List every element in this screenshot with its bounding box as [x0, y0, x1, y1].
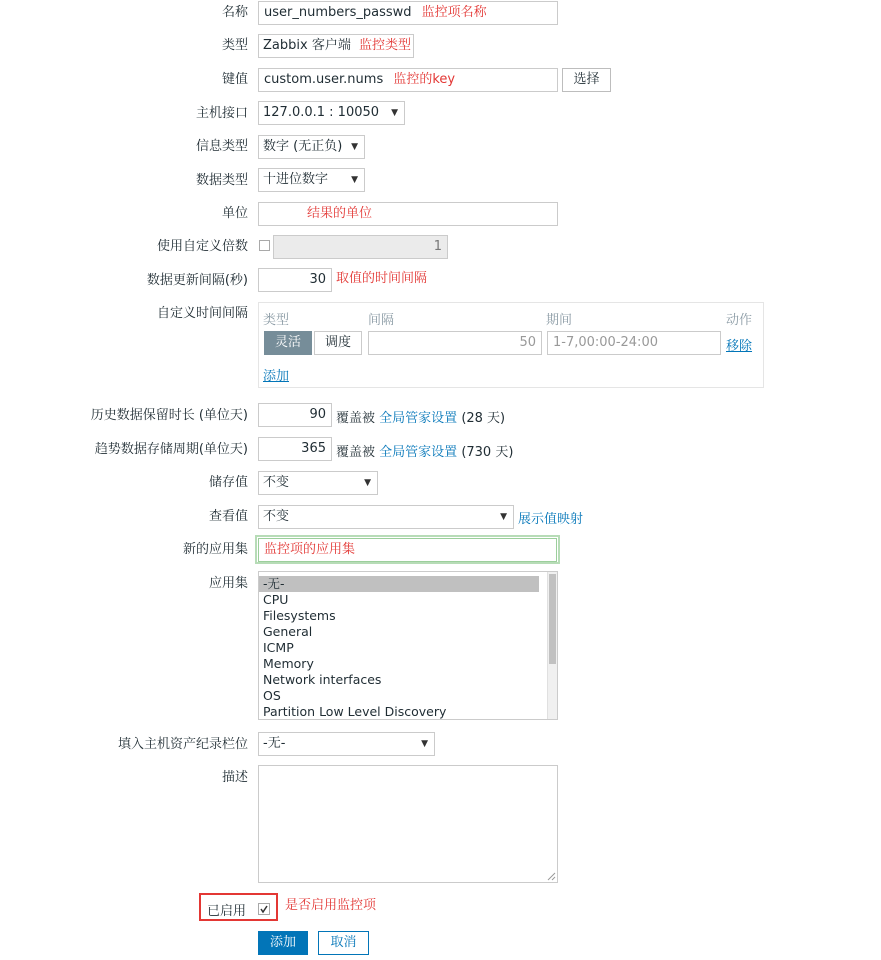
name-label: 名称: [221, 5, 248, 20]
data-type-label: 数据类型: [195, 173, 248, 188]
resize-handle-icon[interactable]: [547, 872, 556, 881]
units-note: 结果的单位: [307, 206, 373, 221]
update-interval-label: 数据更新间隔(秒): [146, 273, 248, 288]
col-period-header: 期间: [546, 313, 573, 328]
applications-listbox[interactable]: [258, 571, 558, 720]
trends-override-prefix: 覆盖被: [336, 445, 376, 460]
trends-input[interactable]: 365: [258, 437, 332, 461]
interface-label: 主机接口: [195, 106, 248, 121]
type-label: 类型: [221, 38, 248, 53]
multiplier-label: 使用自定义倍数: [156, 239, 248, 254]
history-global-settings-link[interactable]: 全局管家设置: [379, 411, 458, 426]
info-type-value: 数字 (无正负): [263, 139, 343, 154]
col-action-header: 动作: [726, 313, 753, 328]
info-type-label: 信息类型: [195, 139, 248, 154]
update-interval-input[interactable]: 30: [258, 268, 332, 292]
chevron-down-icon: ▼: [421, 739, 428, 749]
show-value-value: 不变: [263, 509, 290, 524]
chevron-down-icon: ▼: [351, 142, 358, 152]
description-label: 描述: [221, 770, 248, 785]
interface-value: 127.0.0.1 : 10050: [263, 105, 380, 120]
chevron-down-icon: ▼: [391, 108, 398, 118]
inventory-value: -无-: [263, 736, 286, 751]
history-override-prefix: 覆盖被: [336, 411, 376, 426]
application-option[interactable]: ICMP: [263, 640, 294, 655]
trends-global-settings-link[interactable]: 全局管家设置: [379, 445, 458, 460]
new-application-label: 新的应用集: [182, 542, 248, 557]
remove-link[interactable]: 移除: [726, 339, 753, 354]
description-textarea[interactable]: [258, 765, 558, 883]
store-value-label: 储存值: [208, 475, 248, 490]
application-option[interactable]: CPU: [263, 592, 289, 607]
application-option[interactable]: -无-: [259, 576, 539, 592]
show-value-select[interactable]: [258, 505, 514, 529]
application-option[interactable]: Filesystems: [263, 608, 336, 623]
info-type-select[interactable]: [258, 135, 365, 159]
name-note: 监控项名称: [421, 5, 487, 20]
key-note: 监控的key: [393, 72, 456, 87]
cancel-button[interactable]: 取消: [318, 931, 369, 955]
type-note: 监控类型: [358, 38, 411, 53]
custom-intervals-table: [258, 302, 764, 388]
key-label: 键值: [221, 72, 248, 87]
trends-override-suffix: (730 天): [461, 445, 514, 460]
applications-scrollbar[interactable]: [547, 572, 557, 719]
name-input[interactable]: [258, 1, 558, 25]
trends-override: [336, 441, 513, 460]
scrollbar-thumb[interactable]: [549, 574, 556, 664]
col-type-header: 类型: [263, 313, 290, 328]
history-label: 历史数据保留时长 (单位天): [90, 408, 248, 423]
flexible-toggle[interactable]: 灵活: [264, 331, 312, 355]
chevron-down-icon: ▼: [500, 512, 507, 522]
name-value: user_numbers_passwd: [264, 5, 412, 20]
chevron-down-icon: ▼: [351, 175, 358, 185]
application-option[interactable]: Memory: [263, 656, 314, 671]
update-interval-note: 取值的时间间隔: [336, 271, 428, 286]
data-type-value: 十进位数字: [263, 172, 329, 187]
data-type-select[interactable]: [258, 168, 365, 192]
col-interval-header: 间隔: [368, 313, 395, 328]
key-value: custom.user.nums: [264, 72, 384, 87]
scheduling-toggle[interactable]: 调度: [314, 331, 362, 355]
enabled-note: 是否启用监控项: [285, 898, 377, 913]
type-value: Zabbix 客户端: [263, 38, 351, 53]
add-interval-link[interactable]: 添加: [263, 369, 290, 384]
show-value-label: 查看值: [208, 509, 248, 524]
multiplier-checkbox[interactable]: [259, 240, 270, 251]
units-input[interactable]: [258, 202, 558, 226]
inventory-label: 填入主机资产纪录栏位: [117, 737, 248, 752]
enabled-checkbox[interactable]: [258, 903, 270, 915]
application-option[interactable]: Partition Low Level Discovery: [263, 704, 447, 719]
store-value-select[interactable]: [258, 471, 378, 495]
type-select[interactable]: [258, 34, 414, 58]
select-key-button[interactable]: 选择: [562, 68, 611, 92]
add-button[interactable]: 添加: [258, 931, 308, 955]
chevron-down-icon: ▼: [364, 478, 371, 488]
interface-select[interactable]: [258, 101, 405, 125]
units-label: 单位: [221, 206, 248, 221]
store-value-value: 不变: [263, 475, 290, 490]
new-application-input[interactable]: 监控项的应用集: [258, 538, 557, 562]
enabled-label: 已启用: [207, 904, 247, 919]
key-input[interactable]: [258, 68, 558, 92]
history-input[interactable]: 90: [258, 403, 332, 427]
trends-label: 趋势数据存储周期(单位天): [94, 442, 248, 457]
inventory-select[interactable]: [258, 732, 435, 756]
check-icon: [259, 904, 269, 914]
interval-input[interactable]: 50: [368, 331, 542, 355]
multiplier-input[interactable]: 1: [273, 235, 448, 259]
application-option[interactable]: General: [263, 624, 313, 639]
history-override: [336, 407, 505, 426]
custom-intervals-label: 自定义时间间隔: [156, 306, 248, 321]
history-override-suffix: (28 天): [461, 411, 506, 426]
value-mapping-link[interactable]: 展示值映射: [518, 512, 584, 527]
applications-label: 应用集: [208, 576, 248, 591]
period-input[interactable]: 1-7,00:00-24:00: [547, 331, 721, 355]
application-option[interactable]: Network interfaces: [263, 672, 382, 687]
application-option[interactable]: OS: [263, 688, 281, 703]
